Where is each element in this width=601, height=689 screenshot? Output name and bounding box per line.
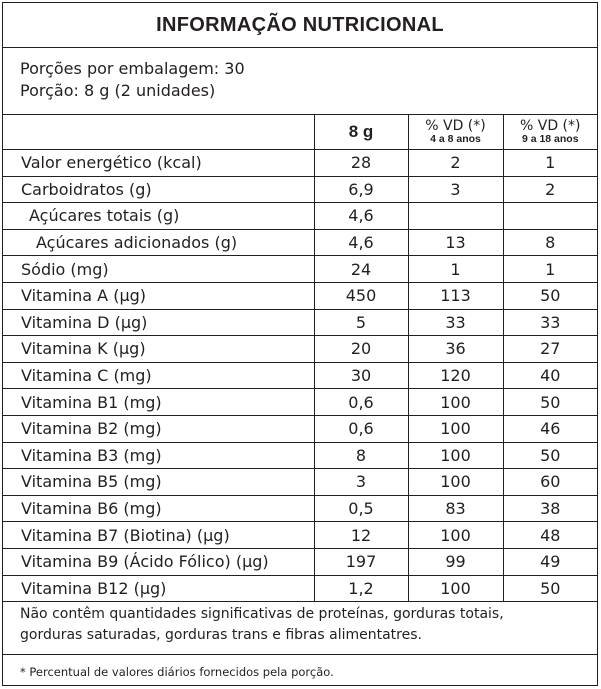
vd-9-18-value: 50 (503, 282, 597, 309)
header-vd-4-8 (408, 115, 503, 150)
nutrient-name: Vitamina K (µg) (3, 336, 314, 363)
portion-amount: 30 (314, 362, 408, 389)
nutrition-table (3, 115, 597, 602)
portion-amount: 1,2 (314, 575, 408, 602)
table-row (3, 495, 597, 522)
portion-amount: 28 (314, 150, 408, 177)
portions-per-package: Porções por embalagem: 30 (20, 59, 245, 78)
vd-9-18-value: 1 (503, 256, 597, 283)
vd-4-8-value: 2 (408, 150, 503, 177)
portion-amount: 8 (314, 442, 408, 469)
vd-4-8-value: 100 (408, 522, 503, 549)
portion-amount: 5 (314, 309, 408, 336)
table-row (3, 362, 597, 389)
vd-4-8-value: 3 (408, 176, 503, 203)
nutrient-name: Vitamina B12 (µg) (3, 575, 314, 602)
table-row (3, 229, 597, 256)
vd-4-8-value: 100 (408, 442, 503, 469)
nutrient-name: Vitamina C (mg) (3, 362, 314, 389)
portions-info (3, 48, 597, 115)
label-title: INFORMAÇÃO NUTRICIONAL (3, 3, 597, 48)
nutrient-name: Açúcares adicionados (g) (3, 229, 314, 256)
portion-amount: 4,6 (314, 203, 408, 230)
vd-9-18-value: 40 (503, 362, 597, 389)
vd-9-18-value: 33 (503, 309, 597, 336)
portion-amount: 0,5 (314, 495, 408, 522)
header-vd-9-18 (503, 115, 597, 150)
vd-4-8-value: 100 (408, 415, 503, 442)
table-row (3, 442, 597, 469)
vd-9-18-value: 60 (503, 469, 597, 496)
nutrition-facts-label (2, 2, 598, 686)
table-row (3, 548, 597, 575)
table-row (3, 522, 597, 549)
portion-amount: 3 (314, 469, 408, 496)
nutrient-name: Vitamina D (µg) (3, 309, 314, 336)
vd-4-8-value: 100 (408, 389, 503, 416)
portion-amount: 0,6 (314, 389, 408, 416)
nutrient-name: Vitamina B3 (mg) (3, 442, 314, 469)
vd-9-18-value: 50 (503, 575, 597, 602)
nutrient-name: Sódio (mg) (3, 256, 314, 283)
table-row (3, 389, 597, 416)
vd-9-18-value: 38 (503, 495, 597, 522)
vd-4-8-value: 36 (408, 336, 503, 363)
table-row (3, 309, 597, 336)
header-nutrient (3, 115, 314, 150)
vd-4-8-value: 13 (408, 229, 503, 256)
vd-4-8-value: 113 (408, 282, 503, 309)
nutrient-name: Carboidratos (g) (3, 176, 314, 203)
nutrient-name: Vitamina B6 (mg) (3, 495, 314, 522)
table-row (3, 150, 597, 177)
nutrient-name: Valor energético (kcal) (3, 150, 314, 177)
table-row (3, 203, 597, 230)
vd-9-18-value: 8 (503, 229, 597, 256)
vd-4-8-value: 99 (408, 548, 503, 575)
header-vd-label: % VD (*) (425, 118, 486, 134)
table-row (3, 336, 597, 363)
portion-amount: 12 (314, 522, 408, 549)
nutrient-name: Açúcares totais (g) (3, 203, 314, 230)
nutrient-name: Vitamina B5 (mg) (3, 469, 314, 496)
header-vd-label: % VD (*) (520, 118, 581, 134)
vd-9-18-value: 46 (503, 415, 597, 442)
header-age-range: 9 a 18 anos (521, 133, 579, 145)
vd-9-18-value: 50 (503, 442, 597, 469)
portion-amount: 6,9 (314, 176, 408, 203)
vd-4-8-value (408, 203, 503, 230)
vd-9-18-value: 49 (503, 548, 597, 575)
portion-amount: 0,6 (314, 415, 408, 442)
vd-9-18-value: 1 (503, 150, 597, 177)
vd-4-8-value: 33 (408, 309, 503, 336)
vd-footnote: * Percentual de valores diários fornecidos pela porção. (20, 665, 334, 680)
table-row (3, 256, 597, 283)
table-row (3, 282, 597, 309)
portion-amount: 4,6 (314, 229, 408, 256)
vd-9-18-value: 2 (503, 176, 597, 203)
vd-4-8-value: 120 (408, 362, 503, 389)
portion-amount: 197 (314, 548, 408, 575)
table-row (3, 575, 597, 602)
disclaimer-line: gorduras saturadas, gorduras trans e fibras alimentatres. (20, 627, 422, 644)
nutrient-name: Vitamina B2 (mg) (3, 415, 314, 442)
nutrition-disclaimer (3, 602, 597, 655)
vd-4-8-value: 1 (408, 256, 503, 283)
table-row (3, 415, 597, 442)
header-age-range: 4 a 8 anos (430, 133, 481, 145)
vd-4-8-value: 83 (408, 495, 503, 522)
portion-amount: 24 (314, 256, 408, 283)
portion-size: Porção: 8 g (2 unidades) (20, 81, 216, 100)
header-portion-amount: 8 g (314, 115, 408, 150)
vd-4-8-value: 100 (408, 469, 503, 496)
vd-9-18-value: 50 (503, 389, 597, 416)
nutrient-name: Vitamina B7 (Biotina) (µg) (3, 522, 314, 549)
table-row (3, 469, 597, 496)
portion-amount: 20 (314, 336, 408, 363)
vd-9-18-value: 27 (503, 336, 597, 363)
vd-9-18-value: 48 (503, 522, 597, 549)
portion-amount: 450 (314, 282, 408, 309)
table-row (3, 176, 597, 203)
vd-4-8-value: 100 (408, 575, 503, 602)
vd-9-18-value (503, 203, 597, 230)
table-header-row (3, 115, 597, 150)
nutrient-name: Vitamina B9 (Ácido Fólico) (µg) (3, 548, 314, 575)
nutrient-name: Vitamina A (µg) (3, 282, 314, 309)
nutrient-name: Vitamina B1 (mg) (3, 389, 314, 416)
disclaimer-line: Não contêm quantidades significativas de proteínas, gorduras totais, (20, 606, 504, 623)
